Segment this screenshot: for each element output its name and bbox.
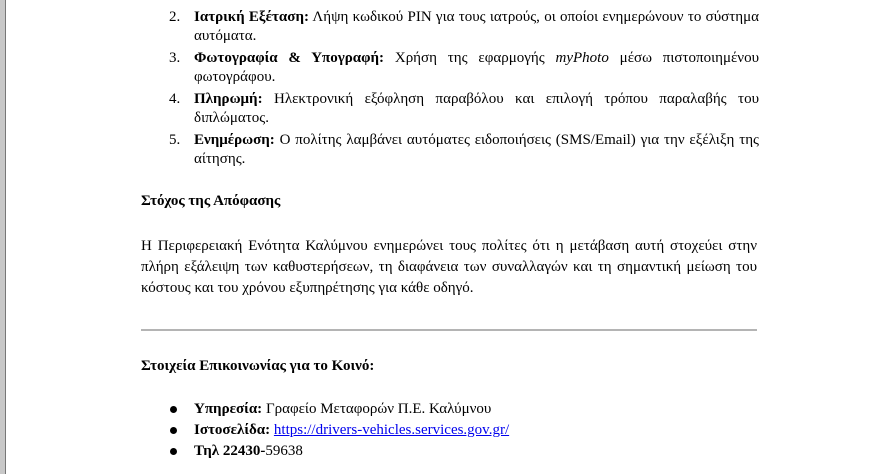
service-label: Υπηρεσία: — [194, 401, 263, 417]
document-page — [5, 0, 884, 474]
contacts-heading: Στοιχεία Επικοινωνίας για το Κοινό: — [141, 358, 375, 374]
list-item — [141, 8, 759, 46]
step-text-rest: μέσω πιστοποιημένου φωτογράφου. — [194, 50, 759, 85]
phone-value: 59638 — [265, 443, 303, 459]
list-item — [141, 441, 509, 462]
list-item — [141, 399, 509, 420]
steps-list — [141, 8, 759, 172]
step-number: 3. — [169, 50, 181, 66]
step-text: Ηλεκτρονική εξόφληση παραβόλου και επιλογή τρόπου παραλαβής του διπλώματος. — [194, 91, 759, 126]
app-name: myPhoto — [555, 50, 609, 66]
contacts-list — [141, 399, 509, 462]
list-item — [141, 90, 759, 128]
step-number: 4. — [169, 91, 181, 107]
step-label: Ιατρική Εξέταση: — [194, 9, 309, 25]
step-text: Χρήση της εφαρμογής — [384, 50, 556, 66]
horizontal-divider — [141, 329, 757, 331]
step-label: Ενημέρωση: — [194, 132, 275, 148]
step-label: Πληρωμή: — [194, 91, 263, 107]
step-label: Φωτογραφία & Υπογραφή: — [194, 50, 385, 66]
phone-label: Τηλ 22430- — [194, 443, 266, 459]
bullet-icon — [170, 448, 177, 455]
bullet-icon — [170, 406, 177, 413]
list-item — [141, 420, 509, 441]
step-number: 5. — [169, 132, 181, 148]
website-link[interactable]: https://drivers-vehicles.services.gov.gr/ — [273, 422, 510, 438]
goal-paragraph: Η Περιφερειακή Ενότητα Καλύμνου ενημερώνει τους πολίτες ότι η μετάβαση αυτή στοχεύει στην πλήρη εξάλειψη των καθυστερήσεων, τη διαφάνεια των συναλλαγών και τη σημαντική μείωση του κόστους και του χρόνου εξυπηρέτησης για κάθε οδηγό. — [141, 238, 757, 296]
list-item — [141, 49, 759, 87]
step-number: 2. — [169, 9, 181, 25]
service-value: Γραφείο Μεταφορών Π.Ε. Καλύμνου — [262, 401, 492, 417]
step-text: Λήψη κωδικού PIN για τους ιατρούς, οι οποίοι ενημερώνουν το σύστημα αυτόματα. — [194, 9, 759, 44]
bullet-icon — [170, 427, 177, 434]
goal-heading: Στόχος της Απόφασης — [141, 193, 281, 209]
step-text: Ο πολίτης λαμβάνει αυτόματες ειδοποιήσεις (SMS/Email) για την εξέλιξη της αίτησης. — [194, 132, 759, 167]
list-item — [141, 131, 759, 169]
website-label: Ιστοσελίδα: — [194, 422, 271, 438]
